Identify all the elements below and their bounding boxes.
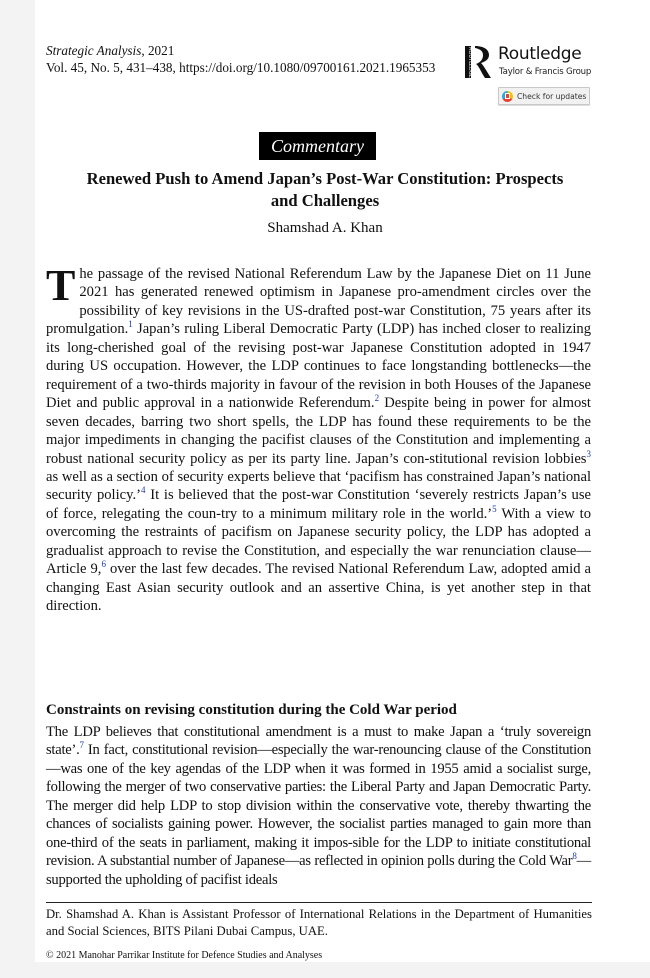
footnote-ref[interactable]: 4 bbox=[141, 485, 146, 496]
text-segment: Japan’s ruling Liberal Democratic Party (LDP) has inched closer to realizing its long-cherished goal of the revising post-war Japanese Constitution adopted in 1947 during US occupation. However, the LDP continues to face longstanding bottlenecks—the requirement of a two-thirds majority in favour of the revision in both Houses of the Japanese Diet and public approval in a nationwide Referendum. bbox=[46, 321, 591, 412]
footnote-ref[interactable]: 3 bbox=[586, 448, 591, 459]
svg-text:ROUTLEDGE: ROUTLEDGE bbox=[467, 47, 474, 78]
publisher-name: Routledge bbox=[498, 44, 582, 64]
crossmark-icon bbox=[502, 91, 513, 102]
text-segment: In fact, constitutional revision—especially the war-renouncing clause of the Constitution—was one of the key agendas of the LDP when it was formed in 1955 amid a socialist surge, following the merger of two conservative parties: the Liberal Party and Japan Democratic Party. The merger did help LDP to stop division within the conservative vote, thereby thwarting the chances of socialists gaining power. However, the socialist parties managed to gain more than one-third of the seats in parliament, making it impos-sible for the LDP to initiate constitutional revision. A substantial number of Japanese—as reflected in opinion polls during the Cold War bbox=[46, 742, 591, 870]
routledge-logo-icon bbox=[465, 44, 493, 80]
journal-name: Strategic Analysis bbox=[46, 43, 142, 58]
publisher-group: Taylor & Francis Group bbox=[499, 67, 592, 77]
text-segment: he passage of the revised National Referendum Law by the Japanese Diet on 11 June 2021 has generated renewed optimism in Japanese pro-amendment circles over the possibility of key revisions in the US-drafted post-war Constitution, 75 years after its promulgation. bbox=[46, 266, 591, 338]
footnote-ref[interactable]: 2 bbox=[374, 393, 380, 404]
doi-citation[interactable]: Vol. 45, No. 5, 431–438, https://doi.org/10.1080/09700161.2021.1965353 bbox=[46, 60, 436, 75]
publisher-logo[interactable] bbox=[465, 44, 595, 84]
check-for-updates-button[interactable] bbox=[498, 87, 590, 105]
footnote-ref[interactable]: 8 bbox=[572, 851, 577, 862]
copyright-line: © 2021 Manohar Parrikar Institute for Defence Studies and Analyses bbox=[46, 950, 323, 961]
section-heading: Constraints on revising constitution during the Cold War period bbox=[46, 702, 457, 718]
article-title bbox=[36, 168, 614, 212]
footnote-ref[interactable]: 6 bbox=[101, 559, 106, 570]
text-segment: With a view to overcoming the restraints of pacifism on Japanese security policy, the LDP has adopted a gradualist approach to revise the Constitution, and especially the war renunciation clause—Article 9, bbox=[46, 505, 592, 578]
text-segment: The LDP believes that constitutional amendment is a must to make Japan a ‘truly sovereign state’. bbox=[46, 724, 591, 759]
article-author[interactable]: Shamshad A. Khan bbox=[267, 220, 383, 236]
text-segment: —supported the upholding of pacifist ideals bbox=[46, 853, 591, 888]
footnote-ref[interactable]: 7 bbox=[79, 740, 84, 751]
author-note: Dr. Shamshad A. Khan is Assistant Professor of International Relations in the Department of Humanities and Social Sciences, BITS Pilani Dubai Campus, UAE. bbox=[46, 907, 592, 938]
intro-paragraph bbox=[46, 261, 592, 616]
journal-citation bbox=[46, 42, 435, 76]
check-for-updates-label: Check for updates bbox=[517, 91, 587, 101]
footnote-ref[interactable]: 1 bbox=[128, 319, 133, 330]
title-line-2: and Challenges bbox=[270, 191, 380, 210]
title-line-1: Renewed Push to Amend Japan’s Post-War Constitution: Prospects bbox=[86, 169, 564, 188]
text-segment: as well as a section of security experts believe that ‘pacifism has constrained Japan’s national security policy.’ bbox=[46, 468, 591, 504]
article-type-tag: Commentary bbox=[259, 132, 376, 160]
drop-cap: T bbox=[46, 261, 76, 310]
footnote-divider bbox=[46, 902, 592, 903]
text-segment: Despite being in power for almost seven decades, barring two short spells, the LDP has found these requirements to be the major impediments in changing the pacifist clauses of the Constitution and implementing a robust national security policy as per its party line. Japan’s con-stitutional revision lobbies bbox=[46, 395, 591, 467]
text-segment: over the last few decades. The revised National Referendum Law, adopted amid a changing East Asian security outlook and an assertive China, is yet another step in that direction. bbox=[46, 561, 591, 615]
text-segment: It is believed that the post-war Constitution ‘severely restricts Japan’s use of force, relegating the coun-try to a minimum military role in the world.’ bbox=[46, 487, 591, 522]
footnote-ref[interactable]: 5 bbox=[492, 503, 497, 514]
section-paragraph bbox=[46, 723, 591, 889]
journal-year: , 2021 bbox=[141, 43, 175, 58]
